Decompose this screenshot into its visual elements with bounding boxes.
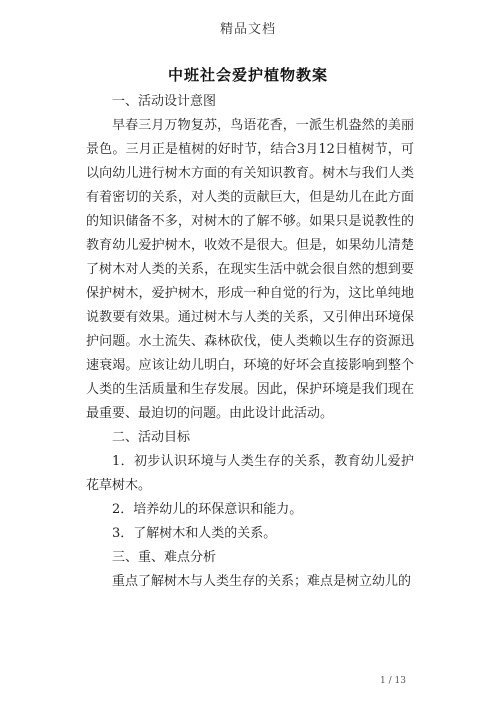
page-number: 1 / 13 <box>380 676 406 686</box>
list-item: 1．初步认识环境与人类生存的关系，教育幼儿爱护花草树木。 <box>86 454 414 493</box>
section-heading: 一、活动设计意图 <box>112 94 217 109</box>
document-body <box>86 90 414 594</box>
section-heading: 三、重、难点分析 <box>112 550 217 565</box>
body-paragraph: 重点了解树木与人类生存的关系；难点是树立幼儿的 <box>112 574 412 589</box>
section-heading: 二、活动目标 <box>112 430 191 445</box>
document-header: 精品文档 <box>219 22 276 37</box>
list-item: 3．了解树木和人类的关系。 <box>112 526 277 541</box>
body-paragraph: 早春三月万物复苏，鸟语花香，一派生机盎然的美丽景色。三月正是植树的好时节，结合3月12日植树节，可以向幼儿进行树木方面的有关知识教育。树木与我们人类有着密切的关系，对人类的贡献巨大，但是幼儿在此方面的知识储备不多，对树木的了解不够。如果只是说教性的教育幼儿爱护树木，收效不是很大。但是，如果幼儿清楚了树木对人类的关系，在现实生活中就会很自然的想到要保护树木，爱护树木，形成一种自觉的行为，这比单纯地说教要有效果。通过树木与人类的关系，又引伸出环境保护问题。水土流失、森林砍伐，使人类赖以生存的资源迅速衰竭。应该让幼儿明白，环境的好坏会直接影响到整个人类的生活质量和生存发展。因此，保护环境是我们现在最重要、最迫切的问题。由此设计此活动。 <box>86 118 414 421</box>
document-title: 中班社会爱护植物教案 <box>167 66 328 84</box>
list-item: 2．培养幼儿的环保意识和能力。 <box>112 502 303 517</box>
